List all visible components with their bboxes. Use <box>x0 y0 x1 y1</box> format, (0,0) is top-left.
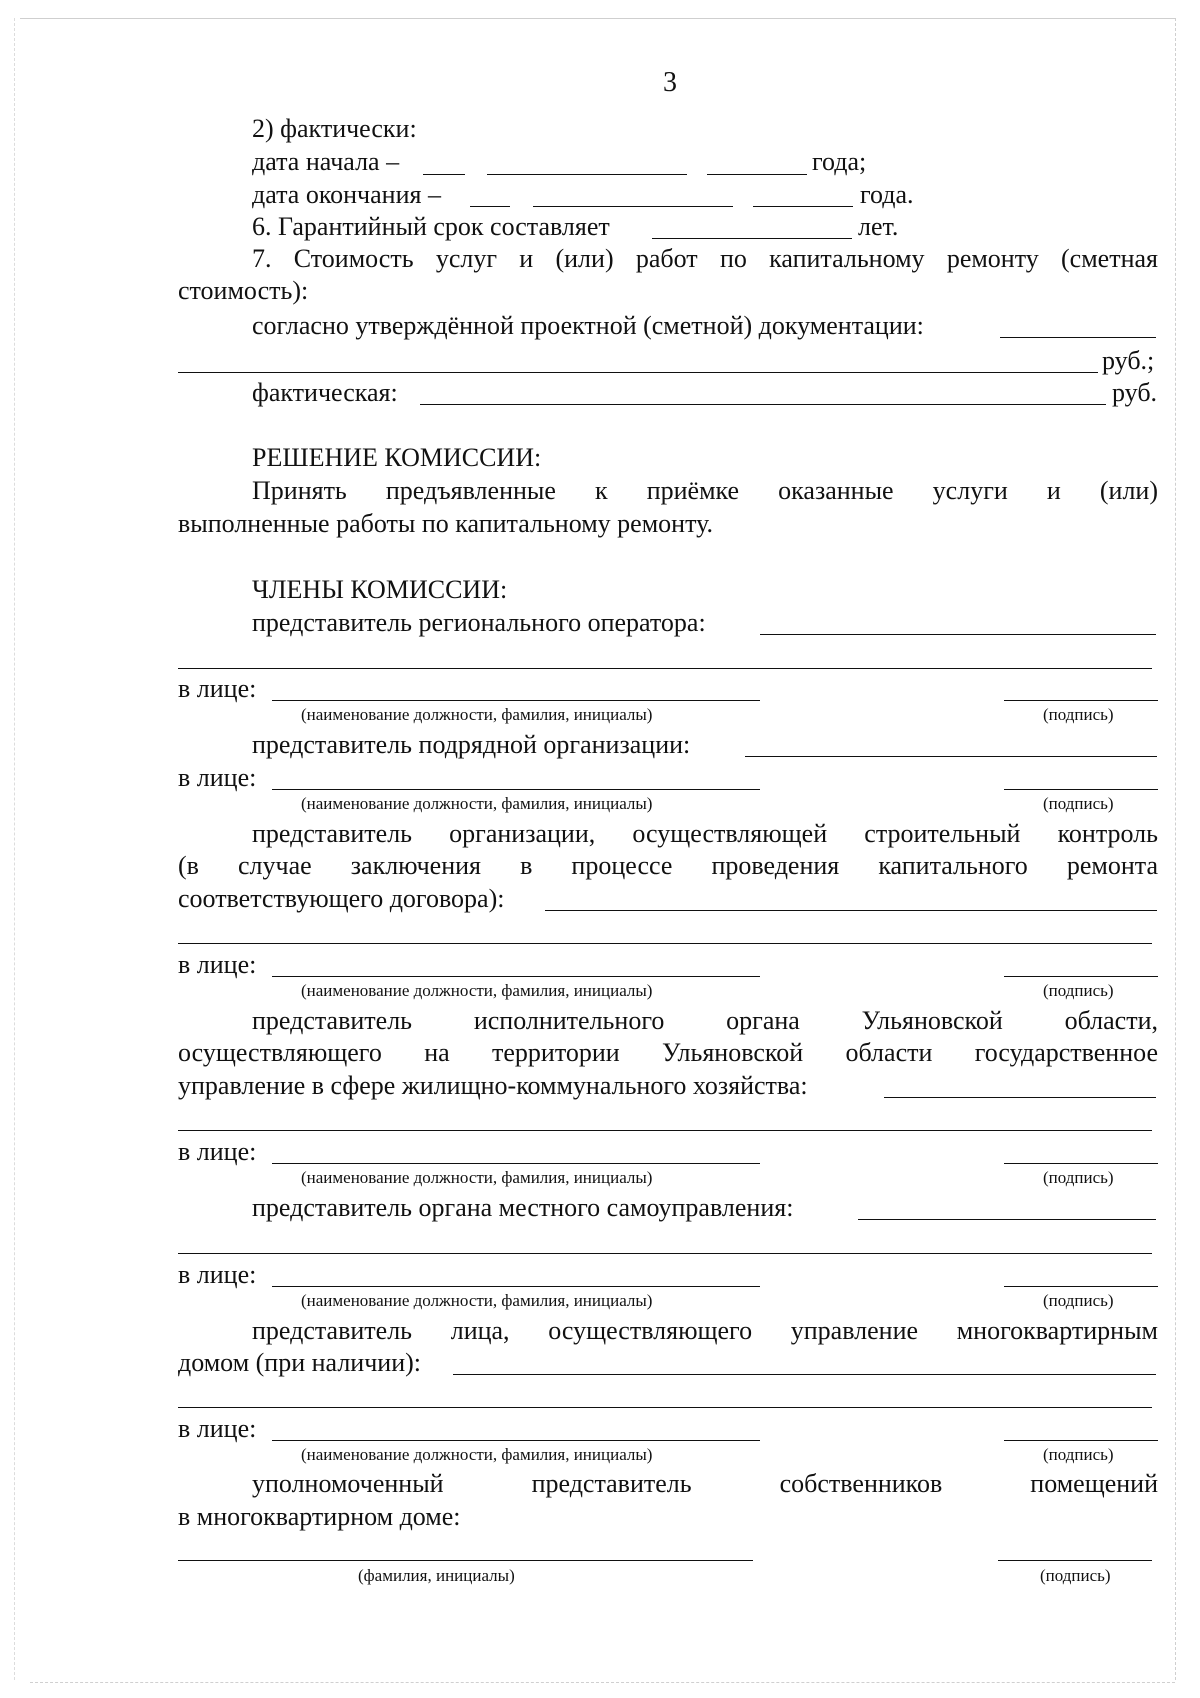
executive-body-blank-2[interactable] <box>178 1130 1152 1131</box>
regional-name-blank[interactable] <box>272 700 760 701</box>
start-date-label: дата начала – <box>252 147 400 176</box>
warranty-suffix: лет. <box>858 212 899 241</box>
owners-signature-blank[interactable] <box>998 1560 1152 1561</box>
construction-in-person-label: в лице: <box>178 950 257 979</box>
management-signature-caption: (подпись) <box>1043 1445 1114 1464</box>
construction-name-caption: (наименование должности, фамилия, инициалы) <box>301 981 653 1000</box>
construction-control-line2: (в случае заключения в процессе проведения капитального ремонта <box>178 851 1158 880</box>
contractor-in-person-label: в лице: <box>178 763 257 792</box>
executive-name-caption: (наименование должности, фамилия, инициалы) <box>301 1168 653 1187</box>
construction-signature-blank[interactable] <box>1004 976 1158 977</box>
local-government-blank-1[interactable] <box>858 1219 1156 1220</box>
management-blank-1[interactable] <box>453 1374 1156 1375</box>
management-name-blank[interactable] <box>272 1440 760 1441</box>
page-number: 3 <box>663 67 677 98</box>
executive-body-line3: управление в сфере жилищно-коммунального хозяйства: <box>178 1071 808 1100</box>
approved-cost-suffix: руб.; <box>1102 346 1155 375</box>
construction-control-line3: соответствующего договора): <box>178 884 505 913</box>
scan-edge-bottom <box>30 1682 1175 1683</box>
approved-cost-blank-2[interactable] <box>178 372 1098 373</box>
local-signature-caption: (подпись) <box>1043 1291 1114 1310</box>
end-month-blank[interactable] <box>533 206 733 207</box>
executive-signature-caption: (подпись) <box>1043 1168 1114 1187</box>
contractor-blank[interactable] <box>745 756 1157 757</box>
management-line1: представитель лица, осуществляющего управление многоквартирным <box>252 1316 1158 1345</box>
regional-operator-blank-1[interactable] <box>760 634 1156 635</box>
start-day-blank[interactable] <box>423 174 465 175</box>
construction-control-line1: представитель организации, осуществляющей строительный контроль <box>252 819 1158 848</box>
construction-control-blank-2[interactable] <box>178 943 1152 944</box>
actual-cost-suffix: руб. <box>1112 378 1158 407</box>
end-date-suffix: года. <box>860 180 914 209</box>
regional-signature-caption: (подпись) <box>1043 705 1114 724</box>
construction-name-blank[interactable] <box>272 976 760 977</box>
decision-line2: выполненные работы по капитальному ремонту. <box>178 509 713 538</box>
start-date-suffix: года; <box>812 147 867 176</box>
actual-cost-blank[interactable] <box>420 404 1106 405</box>
owners-name-blank[interactable] <box>178 1560 753 1561</box>
regional-name-caption: (наименование должности, фамилия, инициалы) <box>301 705 653 724</box>
end-year-blank[interactable] <box>753 206 853 207</box>
owners-line2: в многоквартирном доме: <box>178 1502 461 1531</box>
warranty-label: 6. Гарантийный срок составляет <box>252 212 610 241</box>
owners-line1: уполномоченный представитель собственников помещений <box>252 1469 1158 1498</box>
owners-signature-caption: (подпись) <box>1040 1566 1111 1585</box>
management-name-caption: (наименование должности, фамилия, инициалы) <box>301 1445 653 1464</box>
executive-name-blank[interactable] <box>272 1163 760 1164</box>
local-in-person-label: в лице: <box>178 1260 257 1289</box>
scan-edge-right <box>1175 18 1176 1680</box>
management-in-person-label: в лице: <box>178 1414 257 1443</box>
local-name-caption: (наименование должности, фамилия, инициалы) <box>301 1291 653 1310</box>
start-year-blank[interactable] <box>707 174 807 175</box>
contractor-signature-caption: (подпись) <box>1043 794 1114 813</box>
contractor-name-caption: (наименование должности, фамилия, инициалы) <box>301 794 653 813</box>
members-heading: ЧЛЕНЫ КОМИССИИ: <box>252 575 508 604</box>
scan-edge-top <box>20 18 1175 19</box>
management-signature-blank[interactable] <box>1004 1440 1158 1441</box>
end-date-label: дата окончания – <box>252 180 441 209</box>
executive-body-line2: осуществляющего на территории Ульяновской области государственное <box>178 1038 1158 1067</box>
end-day-blank[interactable] <box>470 206 510 207</box>
actual-cost-label: фактическая: <box>252 378 398 407</box>
decision-heading: РЕШЕНИЕ КОМИССИИ: <box>252 443 542 472</box>
executive-signature-blank[interactable] <box>1004 1163 1158 1164</box>
local-government-blank-2[interactable] <box>178 1253 1152 1254</box>
management-blank-2[interactable] <box>178 1407 1152 1408</box>
approved-cost-blank-1[interactable] <box>1000 337 1156 338</box>
executive-body-blank-1[interactable] <box>884 1097 1156 1098</box>
owners-name-caption: (фамилия, инициалы) <box>358 1566 515 1585</box>
approved-cost-label: согласно утверждённой проектной (сметной) документации: <box>252 311 924 340</box>
executive-body-line1: представитель исполнительного органа Ульяновской области, <box>252 1006 1158 1035</box>
contractor-name-blank[interactable] <box>272 789 760 790</box>
regional-in-person-label: в лице: <box>178 674 257 703</box>
regional-operator-blank-2[interactable] <box>178 668 1152 669</box>
management-line2: домом (при наличии): <box>178 1348 421 1377</box>
cost-paragraph-line2: стоимость): <box>178 276 309 305</box>
construction-signature-caption: (подпись) <box>1043 981 1114 1000</box>
contractor-signature-blank[interactable] <box>1004 789 1158 790</box>
scan-edge-left <box>14 18 15 1680</box>
local-name-blank[interactable] <box>272 1286 760 1287</box>
contractor-label: представитель подрядной организации: <box>252 730 691 759</box>
executive-in-person-label: в лице: <box>178 1137 257 1166</box>
actual-heading: 2) фактически: <box>252 114 417 143</box>
decision-line1: Принять предъявленные к приёмке оказанные услуги и (или) <box>252 476 1158 505</box>
regional-signature-blank[interactable] <box>1004 700 1158 701</box>
construction-control-blank-1[interactable] <box>545 910 1157 911</box>
regional-operator-label: представитель регионального оператора: <box>252 608 706 637</box>
warranty-years-blank[interactable] <box>652 238 852 239</box>
start-month-blank[interactable] <box>487 174 687 175</box>
cost-paragraph-line1: 7. Стоимость услуг и (или) работ по капитальному ремонту (сметная <box>252 244 1158 273</box>
local-signature-blank[interactable] <box>1004 1286 1158 1287</box>
local-government-label: представитель органа местного самоуправления: <box>252 1193 794 1222</box>
